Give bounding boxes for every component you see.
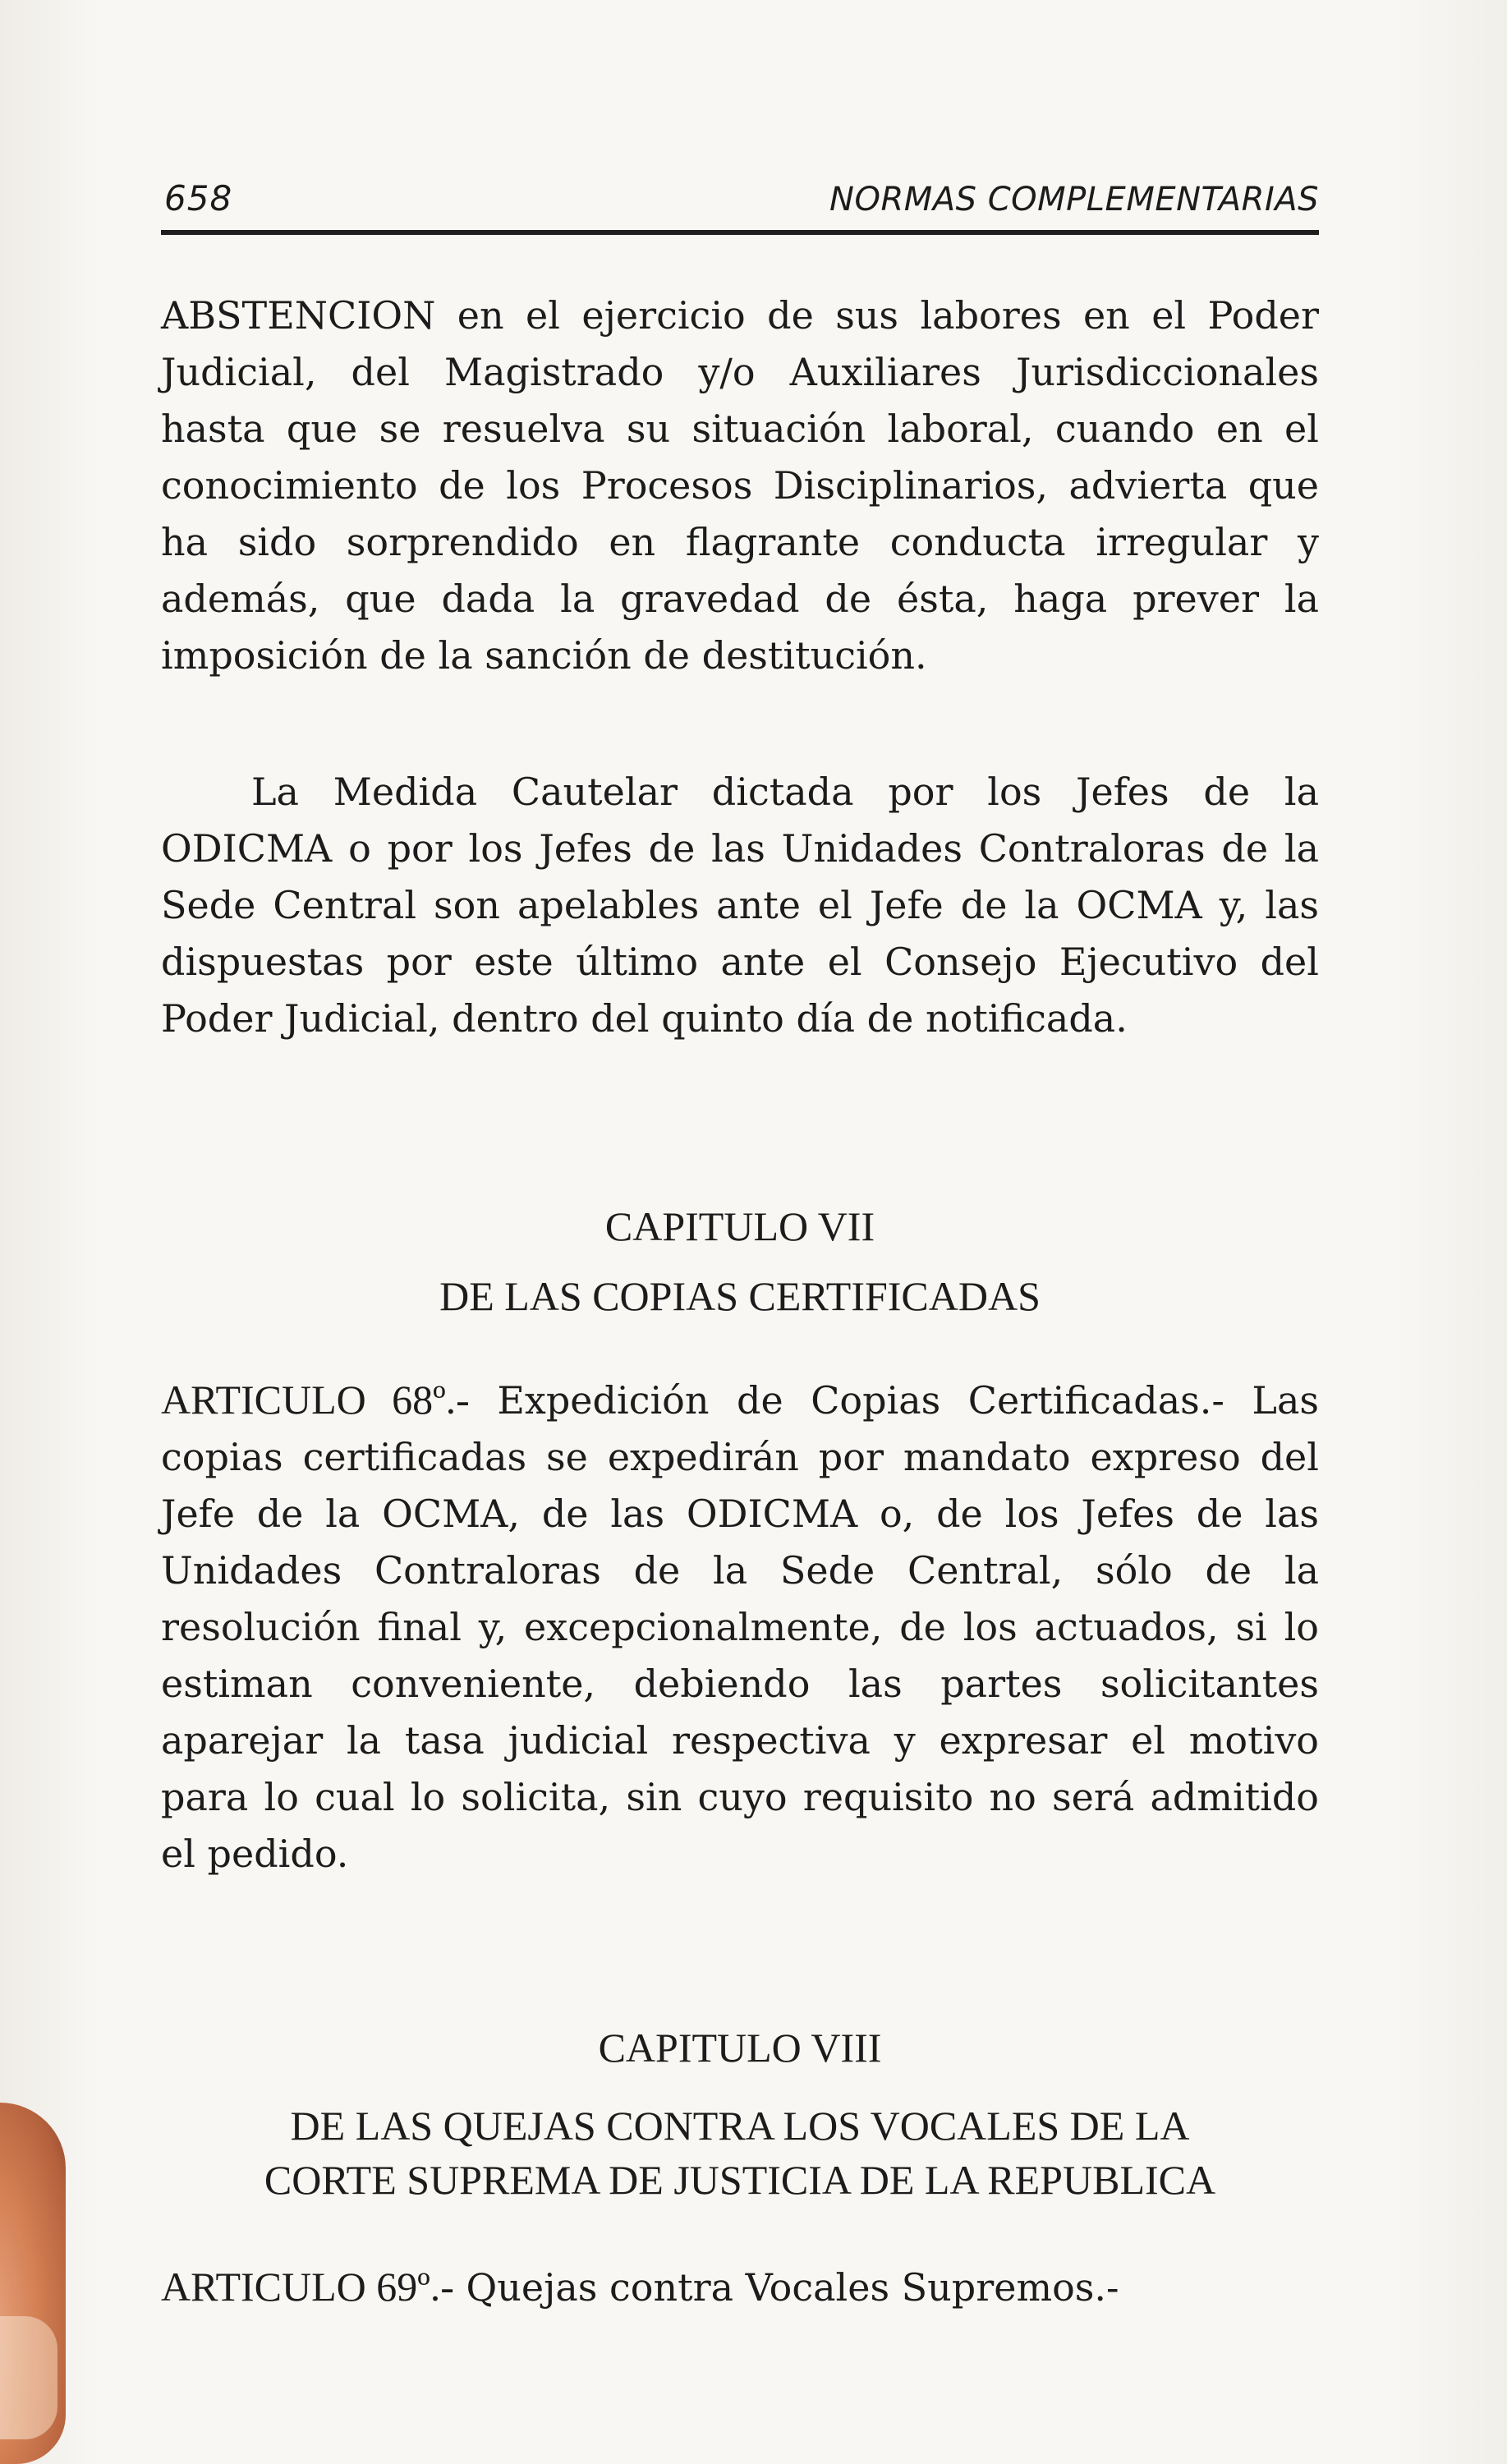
chapter-8-heading: CAPITULO VIII xyxy=(598,2025,882,2071)
thumbnail-highlight xyxy=(0,2316,57,2439)
article-69-label: ARTICULO 69º.- xyxy=(161,2264,454,2310)
chapter-8-title-line-2: CORTE SUPREMA DE JUSTICIA DE LA REPUBLICA xyxy=(264,2157,1216,2203)
paragraph-abstencion: ABSTENCION en el ejercicio de sus labores en el Poder Judicial, del Magistrado y/o Auxiliares Jurisdiccionales hasta que se resuelva su situación laboral, cuando en el conocimiento de los Procesos Disciplinarios, advierta que ha sido sorprendido en flagrante conducta irregular y además, que dada la gravedad de ésta, haga prever la imposición de la sanción de destitución. xyxy=(161,293,1319,678)
paragraph-medida-cautelar: La Medida Cautelar dictada por los Jefes de la ODICMA o por los Jefes de las Unidades Contraloras de la Sede Central son apelables ante el Jefe de la OCMA y, las dispuestas por este último ante el Consejo Ejecutivo del Poder Judicial, dentro del quinto día de notificada. xyxy=(161,770,1319,1041)
article-68 xyxy=(161,1372,1319,1882)
chapter-7-heading: CAPITULO VII xyxy=(604,1203,875,1249)
chapter-8-title-line-1: DE LAS QUEJAS CONTRA LOS VOCALES DE LA xyxy=(290,2103,1190,2149)
chapter-8-title xyxy=(161,2099,1319,2207)
page-number: 658 xyxy=(164,178,233,218)
chapter-7-title: DE LAS COPIAS CERTIFICADAS xyxy=(439,1273,1041,1319)
article-69 xyxy=(161,2259,1319,2316)
article-68-label: ARTICULO 68º.- xyxy=(161,1377,470,1423)
running-title: NORMAS COMPLEMENTARIAS xyxy=(829,181,1319,218)
article-69-text: Quejas contra Vocales Supremos.- xyxy=(466,2265,1119,2310)
page-header xyxy=(161,164,1319,235)
article-68-text: Expedición de Copias Certificadas.- Las copias certificadas se expedirán por mandato expreso del Jefe de la OCMA, de las ODICMA o, de los Jefes de las Unidades Contraloras de la Sede Central, sólo de la resolución final y, excepcionalmente, de los actuados, si lo estiman conveniente, debiendo las partes solicitantes aparejar la tasa judicial respectiva y expresar el motivo para lo cual lo solicita, sin cuyo requisito no será admitido el pedido. xyxy=(161,1378,1320,1876)
